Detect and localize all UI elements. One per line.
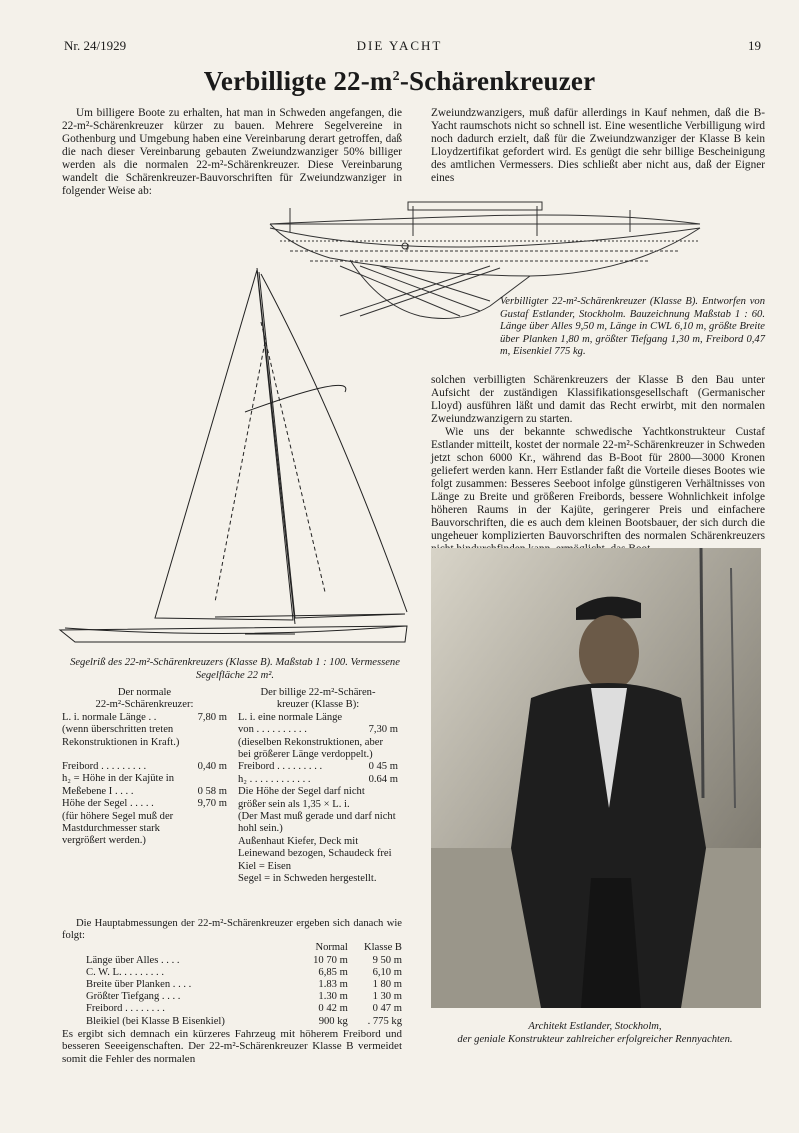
page-number: 19 [748, 38, 761, 53]
issue-number: Nr. 24/1929 [64, 38, 127, 53]
article-title: Verbilligte $22-m^2$-Schärenkreuzer [203, 66, 596, 96]
sail-caption: Segelriß des 22-m²-Schärenkreuzers (Klasse B). Maßstab 1 : 100. Vermessene Segelfläche 22 m². [70, 657, 400, 681]
magazine-name: DIE YACHT [356, 38, 443, 53]
portrait-image [431, 548, 761, 1008]
photo-caption [420, 1021, 770, 1046]
cheap-value: 0.64 m [368, 773, 398, 785]
intro-left-column [62, 107, 402, 198]
intro-right-text: Zweiundzwanzigers, muß dafür allerdings in Kauf nehmen, daß die B-Yacht raumschots nicht so schnell ist. Eine wesentliche Verbilligung wird noch dadurch erzielt, daß für die Zweiundzwanziger der Klasse B kein Lloydzertifikat gefordert wird. Es genügt die sehr billige Bescheinigung des amtlichen Vermessers. Dies schließt aber nicht aus, daß der Eigner eines [431, 107, 765, 184]
intro-right-column [431, 107, 765, 185]
dims-intro: Die Hauptabmessungen der 22-m²-Schärenkreuzer ergeben sich danach wie folgt: [62, 918, 402, 942]
dims-col-b: Klasse B [364, 942, 402, 954]
cheap-line: (Der Mast muß gerade und darf nicht hohl sein.) [238, 811, 396, 835]
sail-plan-drawing [55, 262, 415, 654]
dimensions-table [62, 918, 402, 1065]
dims-row: Bleikiel (bei Klasse B Eisenkiel) 900 kg . 775 kg [86, 1015, 402, 1027]
dims-row: Breite über Planken . . . . 1.83 m 1 80 m [86, 979, 402, 991]
cheap-line: Freibord . . . . . . . . . [238, 761, 323, 773]
cheap-heading-2: kreuzer (Klasse B): [276, 699, 360, 711]
normal-value: 7,80 m [197, 711, 227, 723]
dims-row: Größter Tiefgang . . . . 1.30 m 1 30 m [86, 991, 402, 1003]
cheap-line: (dieselben Rekonstruktionen, aber bei größerer Länge verdoppelt.) [238, 736, 384, 761]
normal-line: Freibord . . . . . . . . . [62, 761, 147, 773]
intro-left-text: Um billigere Boote zu erhalten, hat man in Schweden angefangen, die 22-m²-Schärenkreuzer kürzer zu bauen. Mehrere Segelvereine in Gothenburg und Umgebung haben eine Vereinbarung derart getroffen, daß die nach dieser Vereinbarung gebauten Zweiundzwanziger 50% billiger werden als die normalen 22-m²-Schärenkreuzer. Diese Vereinbarung wandelt die Schärenkreuzer-Bauvorschriften für Zweiundzwanziger in folgender Weise ab: [62, 107, 402, 197]
normal-line: (für höhere Segel muß der Mastdurchmesser stark vergrößert werden.) [62, 810, 174, 847]
dims-row: C. W. L. . . . . . . . . 6,85 m 6,10 m [86, 966, 402, 978]
normal-heading-1: Der normale [117, 687, 172, 698]
cheap-line: L. i. eine normale Länge von . . . . . . . . . . [238, 711, 343, 736]
normal-spec-table [62, 687, 227, 848]
normal-line: L. i. normale Länge . . [62, 711, 157, 723]
cheap-line: Außenhaut Kiefer, Deck mit Leinewand bezogen, Schaudeck frei [238, 835, 392, 860]
right-text-1: solchen verbilligten Schärenkreuzers der Klasse B den Bau unter Aufsicht der zuständigen Klassifikationsgesellschaft (Germanischer Lloyd) ausführen läßt und damit das Recht erwirbt, mit den normalen Zweiundzwanzigern zu starten. [431, 374, 765, 425]
dims-col-normal: Normal [315, 942, 348, 954]
cheap-value: 7,30 m [368, 724, 398, 736]
photo-caption-line-1: Architekt Estlander, Stockholm, [528, 1021, 662, 1032]
cheap-line: h₂ . . . . . . . . . . . . [238, 773, 311, 785]
station-label: J [406, 243, 410, 252]
normal-line: (wenn überschritten treten Rekonstruktionen in Kraft.) [62, 724, 180, 748]
estlander-photo [431, 548, 761, 1008]
normal-line: h₂ = Höhe in der Kajüte in Meßebene I . . . . [62, 773, 175, 797]
cheap-spec-table [238, 687, 398, 886]
cheap-value: 0 45 m [368, 761, 398, 773]
right-text-2: Wie uns der bekannte schwedische Yachtkonstrukteur Custaf Estlander mitteilt, kostet der normale 22-m²-Schärenkreuzer in Schweden jetzt schon 6000 Kr., während das B-Boot für 2800—3000 Kronen geliefert werden kann. Herr Estlander faßt die Vorteile dieses Bootes wie folgt zusammen: Besseres Seeboot infolge günstigeren Verhältnisses von Länge zu Breite und größeren Freibords, bessere Wohnlichkeit infolge höheren Raums in der Kajüte, geringerer Preis und einfachere Bauvorschriften, die es auch dem kleinen Bootsbauer, der sich durch die ungeheuer komplizierten Bauvorschriften des normalen Schärenkreuzers [431, 426, 765, 542]
hull-caption: Verbilligter 22-m²-Schärenkreuzer (Klasse B). Entworfen von Gustaf Estlander, Stockholm. Bauzeichnung Maßstab 1 : 60. Länge über Alles 9,50 m, Länge in CWL 6,10 m, größte Breite über Planken 1,80 m, größter Tiefgang 1,30 m, Freibord 0,47 m, Eisenkiel 775 kg. [500, 296, 765, 357]
normal-value: 0,40 m [197, 761, 227, 773]
normal-value: 0 58 m [197, 785, 227, 797]
cheap-line: Die Höhe der Segel darf nicht größer sein als 1,35 × L. i. [238, 786, 365, 810]
dims-outro: Es ergibt sich demnach ein kürzeres Fahrzeug mit höherem Freibord und besseren Seeeigenschaften. Der 22-m²-Schärenkreuzer Klasse B vermeidet somit die Fehler des normalen [62, 1027, 402, 1065]
dims-row: Freibord . . . . . . . . 0 42 m 0 47 m [86, 1003, 402, 1015]
cheap-heading-1: Der billige 22-m²-Schären- [260, 687, 376, 698]
dims-row: Länge über Alles . . . . 10 70 m 9 50 m [86, 954, 402, 966]
normal-line: Höhe der Segel . . . . . [62, 798, 154, 810]
cheap-line: Kiel = Eisen [238, 860, 292, 872]
cheap-line: Segel = in Schweden hergestellt. [238, 873, 377, 885]
right-middle-column [431, 374, 765, 556]
normal-value: 9,70 m [197, 798, 227, 810]
normal-heading-2: 22-m²-Schärenkreuzer: [95, 699, 194, 711]
photo-caption-line-2: der geniale Konstrukteur zahlreicher erfolgreicher Rennyachten. [457, 1033, 733, 1045]
